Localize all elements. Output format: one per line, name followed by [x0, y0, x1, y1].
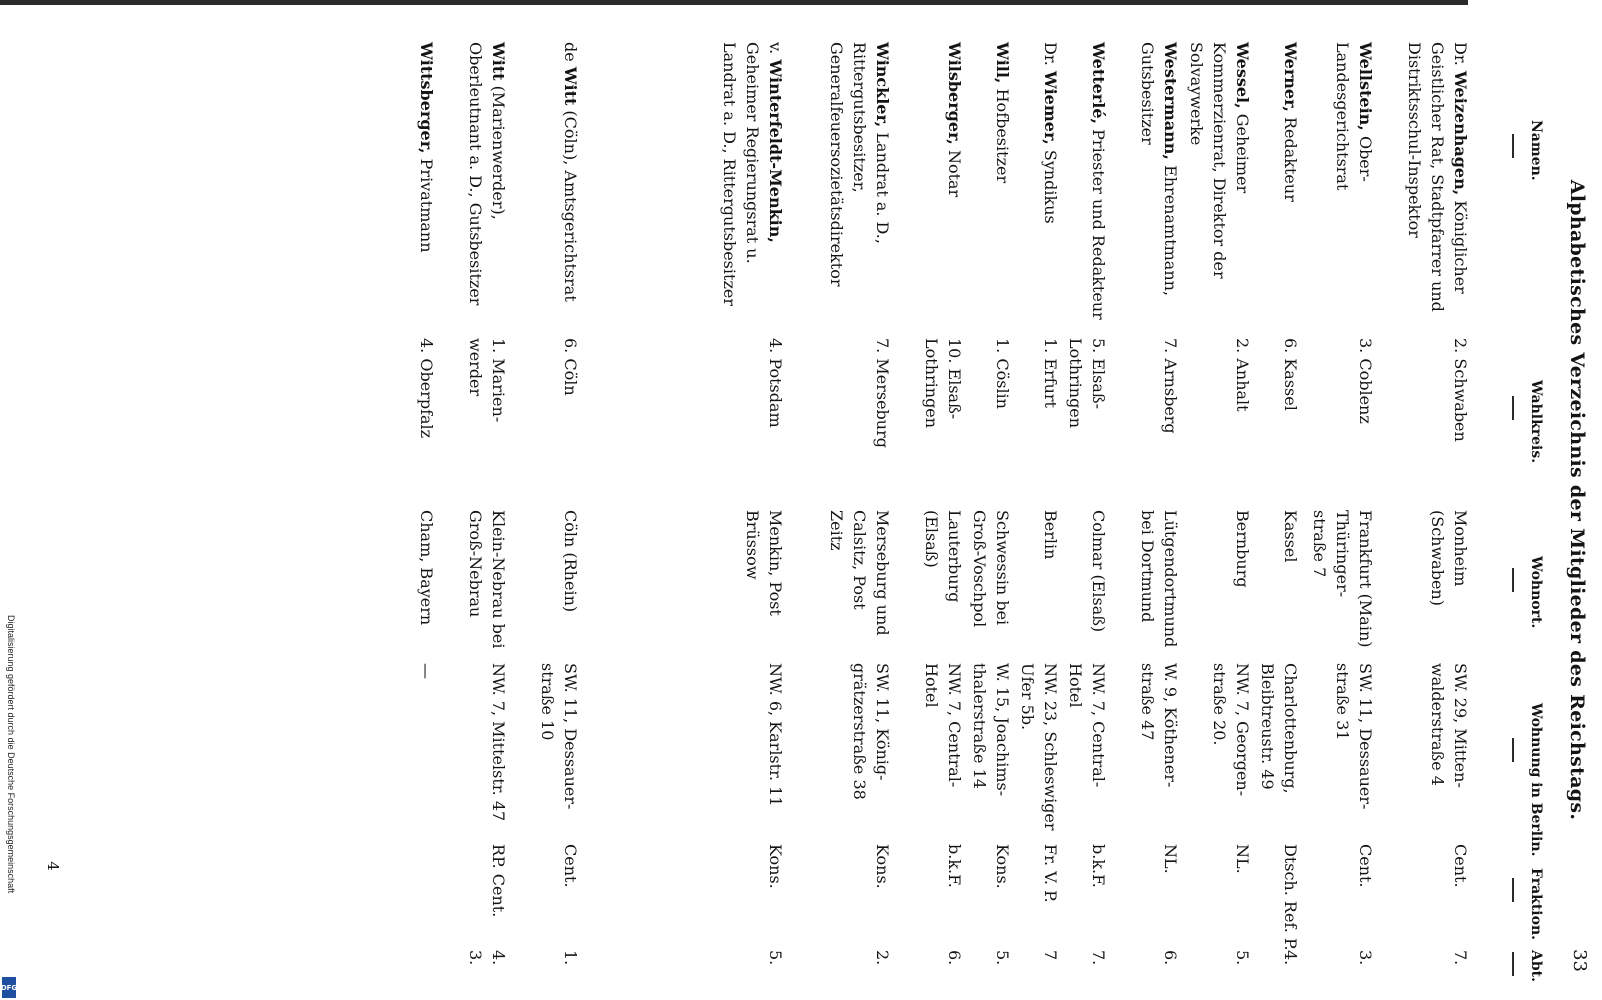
member-name: Will, Hofbesitzer [993, 42, 1012, 184]
col-header-wohnort: Wohnort. [1528, 556, 1544, 629]
member-name: Winckler, Landrat a. D., Rittergutsbesitzer, Generalfeuersozietätsdirektor [827, 42, 892, 287]
member-name: Witt (Marienwerder), Oberleutnant a. D., Gutsbesitzer [466, 42, 508, 306]
table-header [1474, 0, 1544, 1000]
wohnort: Lauterburg (Elsaß) [922, 510, 964, 603]
wohnung-berlin: W. 15, Joachims- thalerstraße 14 [970, 663, 1012, 797]
rotated-page [122, 0, 1602, 1000]
wahlkreis: 4. Potsdam [766, 338, 785, 428]
running-head [1552, 0, 1602, 1000]
wohnung-berlin: SW. 11, Dessauer- straße 31 [1333, 663, 1375, 810]
wohnung-berlin: NW. 7, Georgen- straße 20. [1210, 663, 1252, 797]
abteilung: 6. [1161, 950, 1180, 966]
fraktion: Cent. [1356, 844, 1375, 888]
fraktion: b.k.F. [945, 844, 964, 888]
wahlkreis: 7. Arnsberg [1161, 338, 1180, 434]
wohnort: Berlin [1041, 510, 1060, 560]
wohnung-berlin: SW. 29, Mitten- walderstraße 4 [1428, 663, 1470, 788]
wohnort: Kassel [1281, 510, 1300, 563]
wohnort: Schwessin bei Groß-Voschpol [970, 510, 1012, 628]
wahlkreis: 4. Oberpfalz [417, 338, 436, 439]
abteilung: 5. [993, 950, 1012, 966]
col-rule [1512, 396, 1514, 420]
fraktion: Cent. [561, 844, 580, 888]
wohnort: Merseburg und Calsitz, Post Zeitz [827, 510, 892, 636]
member-name: Wellstein, Ober-Landesgerichtsrat [1333, 42, 1375, 191]
wohnort: Lütgendortmund bei Dortmund [1138, 510, 1180, 648]
col-rule [1512, 878, 1514, 902]
col-header-wahlkreis: Wahlkreis. [1528, 380, 1544, 464]
member-name: Werner, Redakteur [1281, 42, 1300, 202]
col-header-wohnung-berlin: Wohnung in Berlin. [1528, 703, 1544, 857]
fraktion: Dtsch. Ref. P. [1281, 844, 1300, 951]
wahlkreis: 6. Kassel [1281, 338, 1300, 411]
wahlkreis: 1. Marien- werder [466, 338, 508, 423]
col-rule [1512, 952, 1514, 976]
wohnung-berlin: Charlottenburg, Bleibtreustr. 49 [1258, 663, 1300, 794]
fraktion: b.k.F. [1089, 844, 1108, 888]
wohnort: Klein-Nebrau bei Groß-Nebrau [466, 510, 508, 649]
fraktion: NL. [1161, 844, 1180, 874]
wohnort: Frankfurt (Main) Thüringer- straße 7 [1310, 510, 1375, 648]
scan-page-number: 4 [44, 861, 62, 871]
wohnung-berlin: SW. 11, König- grätzerstraße 38 [850, 663, 892, 800]
wohnung-berlin: NW. 7, Mittelstr. 47 [489, 663, 508, 822]
wohnung-berlin: NW. 23, Schleswiger Ufer 5b. [1018, 663, 1060, 831]
wohnung-berlin: W. 9, Köthener- straße 47 [1138, 663, 1180, 788]
abteilung: 7. [1089, 950, 1108, 966]
fraktion: Fr. V. P. [1041, 844, 1060, 903]
abteilung: 2. [873, 950, 892, 966]
wahlkreis: 2. Anhalt [1233, 338, 1252, 412]
col-header-fraktion: Fraktion. [1528, 868, 1544, 941]
abteilung: 6. [945, 950, 964, 966]
document-title: Alphabetisches Verzeichnis der Mitglieder des Reichstags. [1566, 179, 1588, 821]
member-name: de Witt (Cöln), Amtsgerichtsrat [561, 42, 580, 302]
member-name: Wessel, Geheimer Kommerzienrat, Direktor der Solvaywerke [1187, 42, 1252, 279]
member-name: Wittsberger, Privatmann [417, 42, 436, 253]
wahlkreis: 1. Cöslin [993, 338, 1012, 409]
col-rule [1512, 738, 1514, 762]
wohnung-berlin: NW. 6, Karlstr. 11 [766, 663, 785, 807]
page-number: 33 [1569, 949, 1590, 972]
wahlkreis: 3. Coblenz [1356, 338, 1375, 424]
col-header-name: Namen. [1528, 120, 1544, 181]
wohnung-berlin: — [417, 663, 436, 679]
wohnung-berlin: NW. 7, Central- Hotel [922, 663, 964, 788]
abteilung: 4. [1281, 950, 1300, 966]
abteilung: 4. 3. [466, 950, 508, 966]
wohnort: Menkin, Post Brüssow [743, 510, 785, 616]
wahlkreis: 7. Merseburg [873, 338, 892, 448]
wahlkreis: 10. Elsaß- Lothringen [922, 338, 964, 429]
wohnort: Cham, Bayern [417, 510, 436, 626]
fraktion: Kons. [873, 844, 892, 889]
wohnort: Monheim (Schwaben) [1428, 510, 1470, 606]
fraktion: Kons. [766, 844, 785, 889]
wahlkreis: 6. Cöln [561, 338, 580, 396]
member-name: Wetterlé, Priester und Redakteur [1089, 42, 1108, 320]
wohnort: Cöln (Rhein) [561, 510, 580, 613]
col-rule [1512, 134, 1514, 158]
fraktion: RP. Cent. [489, 844, 508, 918]
abteilung: 7 [1041, 950, 1060, 961]
wohnort: Bernburg [1233, 510, 1252, 588]
wahlkreis: 1. Erfurt [1041, 338, 1060, 408]
wohnort: Colmar (Elsaß) [1089, 510, 1108, 633]
fraktion: Kons. [993, 844, 1012, 889]
abteilung: 1. [561, 950, 580, 966]
member-name: Dr. Weizenhagen, Königlicher Geistlicher Rat, Stadtpfarrer und Distriktsschul-Inspektor [1405, 42, 1470, 312]
member-name: Wilsberger, Notar [945, 42, 964, 198]
wahlkreis: 5. Elsaß- Lothringen [1066, 338, 1108, 429]
abteilung: 5. [766, 950, 785, 966]
wohnung-berlin: SW. 11, Dessauer- straße 10 [538, 663, 580, 810]
wahlkreis: 2. Schwaben [1451, 338, 1470, 442]
member-name: v. Winterfeldt-Menkin, Geheimer Regierungsrat u. Landrat a. D., Rittergutsbesitzer [720, 42, 785, 306]
member-name: Westermann, Ehrenamtmann, Gutsbesitzer [1138, 42, 1180, 297]
fraktion: NL. [1233, 844, 1252, 874]
abteilung: 3. [1356, 950, 1375, 966]
abteilung: 5. [1233, 950, 1252, 966]
abteilung: 7. [1451, 950, 1470, 966]
col-rule [1512, 568, 1514, 592]
dfg-logo: DFG [2, 977, 16, 998]
wohnung-berlin: NW. 7, Central- Hotel [1066, 663, 1108, 788]
member-name: Dr. Wiemer, Syndikus [1041, 42, 1060, 224]
digitization-credit: Digitalisierung gefördert durch die Deutsche Forschungsgemeinschaft [6, 615, 16, 894]
col-header-abt: Abt. [1528, 950, 1544, 982]
fraktion: Cent. [1451, 844, 1470, 888]
